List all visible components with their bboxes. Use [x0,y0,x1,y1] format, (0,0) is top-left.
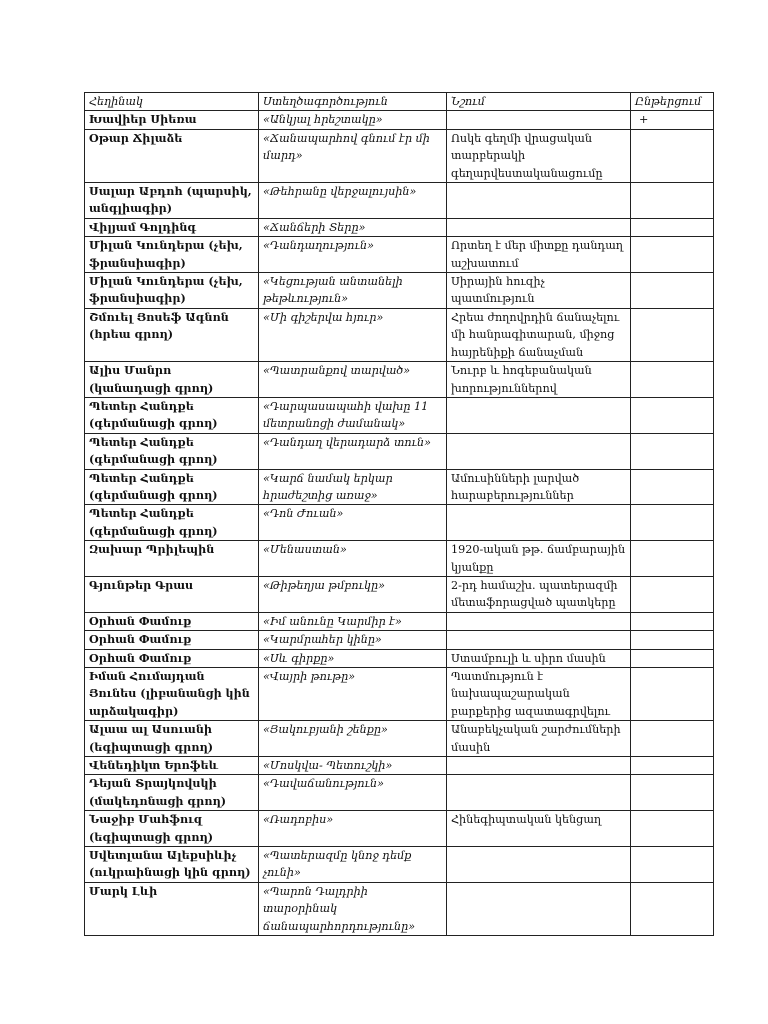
table-row [85,811,714,847]
author-cell: Վենեդիկտ Երոֆեև [85,757,259,775]
work-cell: «Իմ անունը Կարմիր է» [259,612,447,630]
read-mark-cell [631,721,714,757]
work-cell: «Թիթեղյա թմբուկը» [259,576,447,612]
table-row [85,218,714,236]
table-row [85,721,714,757]
read-mark-cell [631,505,714,541]
work-cell: «Սև գիրքը» [259,649,447,667]
table-row [85,757,714,775]
read-mark-cell [631,129,714,182]
read-mark-cell [631,273,714,309]
table-row [85,308,714,361]
work-cell: «Մի գիշերվա հյուր» [259,308,447,361]
table-row [85,505,714,541]
work-cell: «Պատերազմը կնոջ դեմք չունի» [259,847,447,883]
table-row [85,111,714,129]
note-cell [447,775,631,811]
read-mark-cell [631,847,714,883]
read-mark-cell [631,757,714,775]
work-cell: «Պատրանքով տարված» [259,362,447,398]
work-cell: «Դարպասապահի վախը 11 մետրանոցի ժամանակ» [259,397,447,433]
table-row [85,362,714,398]
note-cell: Որտեղ է մեր միտքը դանդաղ աշխատում [447,237,631,273]
work-cell: «Կարմրահեր կինը» [259,631,447,649]
table-row [85,649,714,667]
table-row [85,612,714,630]
note-cell: 2-րդ համաշխ. պատերազմի մետաֆորացված պատկերը [447,576,631,612]
note-cell: 1920-ական թթ. ճամբարային կյանքը [447,541,631,577]
work-cell: «Ճանճերի Տերը» [259,218,447,236]
author-cell: Պետեր Հանդքե (գերմանացի գրող) [85,433,259,469]
read-mark-cell [631,811,714,847]
table-row [85,631,714,649]
read-mark-cell [631,362,714,398]
read-mark-cell: + [631,111,714,129]
table-row [85,183,714,219]
header-row [85,93,714,111]
note-cell: Հրեա ժողովրդին ճանաչելու մի հանրագիտարան, միջոց հայրենիքի ճանաչման [447,308,631,361]
read-mark-cell [631,631,714,649]
reading-list-table [84,92,714,936]
header-author: Հեղինակ [85,93,259,111]
note-cell: Ոսկե գեղմի վրացական տարբերակի գեղարվեստականացումը [447,129,631,182]
read-mark-cell [631,183,714,219]
read-mark-cell [631,308,714,361]
author-cell: Վիլյամ Գոլդինգ [85,218,259,236]
read-mark-cell [631,541,714,577]
work-cell: «Դանդաղ վերադարձ տուն» [259,433,447,469]
table-row [85,576,714,612]
note-cell: Սիրային հուզիչ պատմություն [447,273,631,309]
note-cell [447,433,631,469]
note-cell [447,882,631,935]
note-cell: Անաբեկչական շարժումների մասին [447,721,631,757]
note-cell: Ստամբուլի և սիրո մասին [447,649,631,667]
author-cell: Պետեր Հանդքե (գերմանացի գրող) [85,397,259,433]
author-cell: Շմուել Յոսեֆ Ագնոն (հրեա գրող) [85,308,259,361]
author-cell: Միլան Կունդերա (չեխ, ֆրանսիագիր) [85,237,259,273]
author-cell: Ալաա ալ Ասուանի (եգիպտացի գրող) [85,721,259,757]
author-cell: Դեյան Տրայկովսկի (մակեդոնացի գրող) [85,775,259,811]
author-cell: Նաջիբ Մահֆուզ (եգիպտացի գրող) [85,811,259,847]
author-cell: Պետեր Հանդքե (գերմանացի գրող) [85,505,259,541]
read-mark-cell [631,775,714,811]
read-mark-cell [631,469,714,505]
work-cell: «Կարճ նամակ երկար հրաժեշտից առաջ» [259,469,447,505]
note-cell: Ամուսինների լարված հարաբերություններ [447,469,631,505]
note-cell: Նուրբ և հոգեբանական խորություններով [447,362,631,398]
header-work: Ստեղծագործություն [259,93,447,111]
read-mark-cell [631,433,714,469]
work-cell: «Կեցության անտանելի թեթևություն» [259,273,447,309]
work-cell: «Անկյալ հրեշտակը» [259,111,447,129]
note-cell [447,218,631,236]
table-body [85,111,714,936]
author-cell: Մարկ Լևի [85,882,259,935]
work-cell: «Դոն Ժուան» [259,505,447,541]
table-row [85,433,714,469]
read-mark-cell [631,882,714,935]
table-row [85,469,714,505]
note-cell [447,183,631,219]
note-cell [447,757,631,775]
table-row [85,541,714,577]
read-mark-cell [631,649,714,667]
header-read: Ընթերցում [631,93,714,111]
author-cell: Միլան Կունդերա (չեխ, ֆրանսիագիր) [85,273,259,309]
work-cell: «Պարոն Դալդրիի տարօրինակ ճանապարհորդությունը» [259,882,447,935]
note-cell [447,847,631,883]
work-cell: «Դանդաղություն» [259,237,447,273]
note-cell: Հինեգիպտական կենցաղ [447,811,631,847]
work-cell: «Ռադոբիս» [259,811,447,847]
note-cell: Պատմություն է նախապաշարական բարքերից ազատագրվելու [447,668,631,721]
author-cell: Օթար Ճիլաձե [85,129,259,182]
author-cell: Խավիեր Սիեռա [85,111,259,129]
work-cell: «Թեհրանը վերջալույսին» [259,183,447,219]
note-cell [447,631,631,649]
read-mark-cell [631,218,714,236]
table-row [85,668,714,721]
author-cell: Գյունթեր Գրաս [85,576,259,612]
read-mark-cell [631,612,714,630]
author-cell: Օրհան Փամուք [85,631,259,649]
author-cell: Սվետլանա Ալեքսիևիչ (ուկրաինացի կին գրող) [85,847,259,883]
read-mark-cell [631,397,714,433]
note-cell [447,612,631,630]
read-mark-cell [631,237,714,273]
work-cell: «Մոսկվա- Պետուշկի» [259,757,447,775]
read-mark-cell [631,668,714,721]
author-cell: Օրհան Փամուք [85,612,259,630]
work-cell: «Վայրի թութը» [259,668,447,721]
note-cell [447,505,631,541]
author-cell: Զախար Պրիլեպին [85,541,259,577]
author-cell: Պետեր Հանդքե (գերմանացի գրող) [85,469,259,505]
note-cell [447,111,631,129]
author-cell: Իման Հումայդան Յունես (լիբանանցի կին արձակագիր) [85,668,259,721]
author-cell: Սալար Աբդոհ (պարսիկ, անգլիագիր) [85,183,259,219]
work-cell: «Ճանապարհով գնում էր մի մարդ» [259,129,447,182]
read-mark-cell [631,576,714,612]
table-row [85,882,714,935]
author-cell: Ալիս Մանրո (կանադացի գրող) [85,362,259,398]
table-row [85,397,714,433]
work-cell: «Յակուբյանի շենքը» [259,721,447,757]
table-row [85,273,714,309]
work-cell: «Դավաճանություն» [259,775,447,811]
table-row [85,237,714,273]
work-cell: «Մենաստան» [259,541,447,577]
author-cell: Օրհան Փամուք [85,649,259,667]
note-cell [447,397,631,433]
table-row [85,129,714,182]
header-note: Նշում [447,93,631,111]
table-row [85,847,714,883]
table-row [85,775,714,811]
